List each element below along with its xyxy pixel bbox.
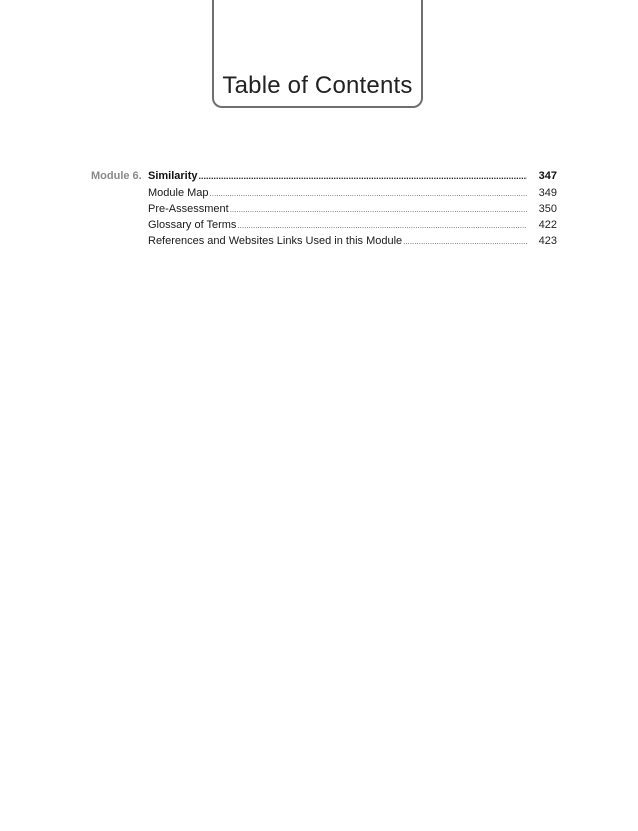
toc-entry-title: References and Websites Links Used in this Module [148, 235, 403, 247]
toc-entry[interactable] [91, 185, 557, 201]
dot-leader [199, 168, 527, 184]
module-number: Module 6. [91, 170, 142, 182]
toc-entry-title: Glossary of Terms [148, 219, 237, 231]
toc-module-row[interactable] [91, 168, 557, 185]
toc-entry-title: Pre-Assessment [148, 203, 229, 215]
title-tab [212, 0, 423, 108]
dot-leader [230, 202, 527, 218]
dot-leader [237, 218, 527, 234]
toc-entry-page: 350 [538, 203, 557, 215]
module-title: Similarity [148, 170, 198, 182]
toc-entry[interactable] [91, 233, 557, 249]
toc-entry-title: Module Map [148, 187, 209, 199]
page-title: Table of Contents [222, 72, 413, 99]
dot-leader [210, 186, 527, 202]
toc-entry-page: 422 [538, 219, 557, 231]
toc-entry[interactable] [91, 201, 557, 217]
toc-entry[interactable] [91, 217, 557, 233]
dot-leader [403, 234, 527, 250]
table-of-contents [91, 168, 557, 249]
toc-entry-page: 349 [538, 187, 557, 199]
module-page-number: 347 [538, 170, 557, 182]
toc-entry-page: 423 [538, 235, 557, 247]
